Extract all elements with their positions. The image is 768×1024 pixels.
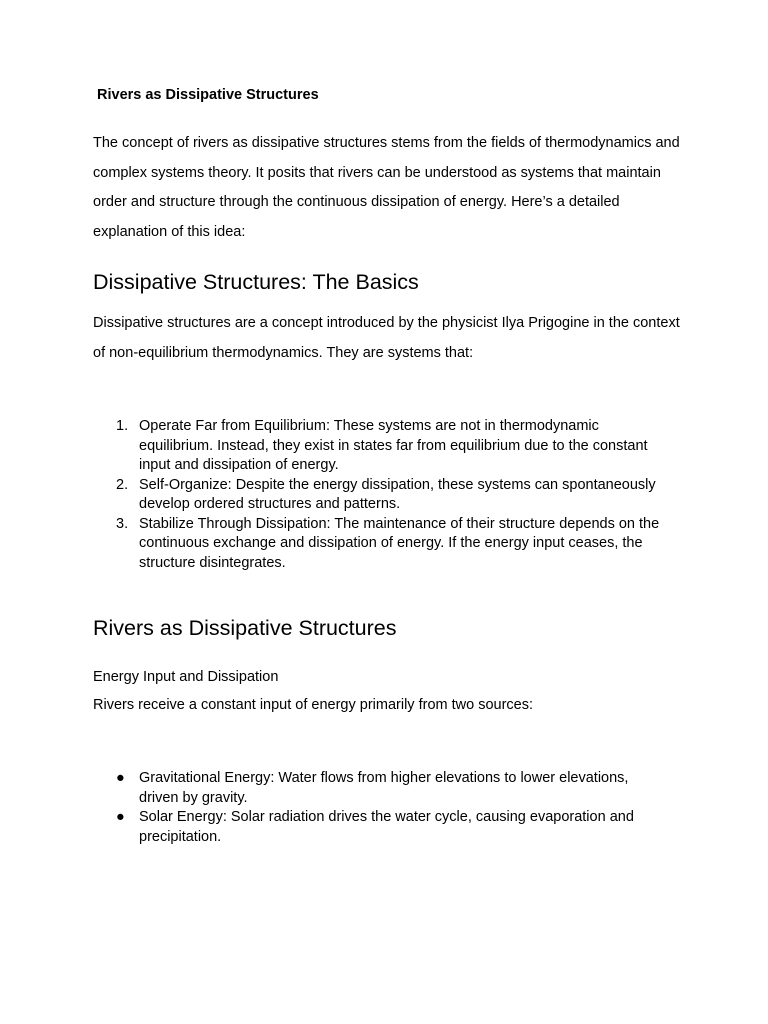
rivers-paragraph: Rivers receive a constant input of energy primarily from two sources: bbox=[93, 697, 534, 713]
list-item-text: Solar Energy: Solar radiation drives the water cycle, causing evaporation and precipitation. bbox=[139, 809, 634, 845]
list-item-text: Gravitational Energy: Water flows from higher elevations to lower elevations, driven by gravity. bbox=[139, 770, 629, 806]
list-item bbox=[93, 808, 669, 847]
bullet-icon: ● bbox=[116, 770, 125, 786]
numbered-list bbox=[93, 417, 693, 573]
intro-paragraph: The concept of rivers as dissipative structures stems from the fields of thermodynamics and complex systems theory. It posits that rivers can be understood as systems that maintain order and structure through the continuous dissipation of energy. Here’s a detailed explanation of this idea: bbox=[93, 135, 680, 240]
basics-paragraph: Dissipative structures are a concept introduced by the physicist Ilya Prigogine in the context of non-equilibrium thermodynamics. They are systems that: bbox=[93, 315, 680, 361]
list-item bbox=[93, 515, 669, 574]
list-number: 1. bbox=[116, 418, 129, 434]
list-number: 2. bbox=[116, 476, 129, 493]
list-item bbox=[93, 417, 669, 476]
bullet-icon: ● bbox=[116, 809, 125, 825]
list-item-text: Stabilize Through Dissipation: The maintenance of their structure depends on the continuous exchange and dissipation of energy. If the energy input ceases, the structure disintegrates. bbox=[139, 515, 660, 571]
list-item bbox=[93, 769, 669, 808]
section-heading-basics: Dissipative Structures: The Basics bbox=[93, 270, 419, 294]
list-item-text: Self-Organize: Despite the energy dissipation, these systems can spontaneously develop ordered structures and patterns. bbox=[139, 476, 656, 512]
list-item bbox=[93, 476, 669, 515]
document-title: Rivers as Dissipative Structures bbox=[97, 87, 319, 103]
subheading-energy: Energy Input and Dissipation bbox=[93, 669, 279, 685]
list-item-text: Operate Far from Equilibrium: These systems are not in thermodynamic equilibrium. Instead, they exist in states far from equilibrium due to the constant input and dissipation of energy. bbox=[139, 418, 648, 473]
section-heading-rivers: Rivers as Dissipative Structures bbox=[93, 616, 397, 640]
list-number: 3. bbox=[116, 515, 129, 532]
bullet-list bbox=[93, 769, 693, 847]
